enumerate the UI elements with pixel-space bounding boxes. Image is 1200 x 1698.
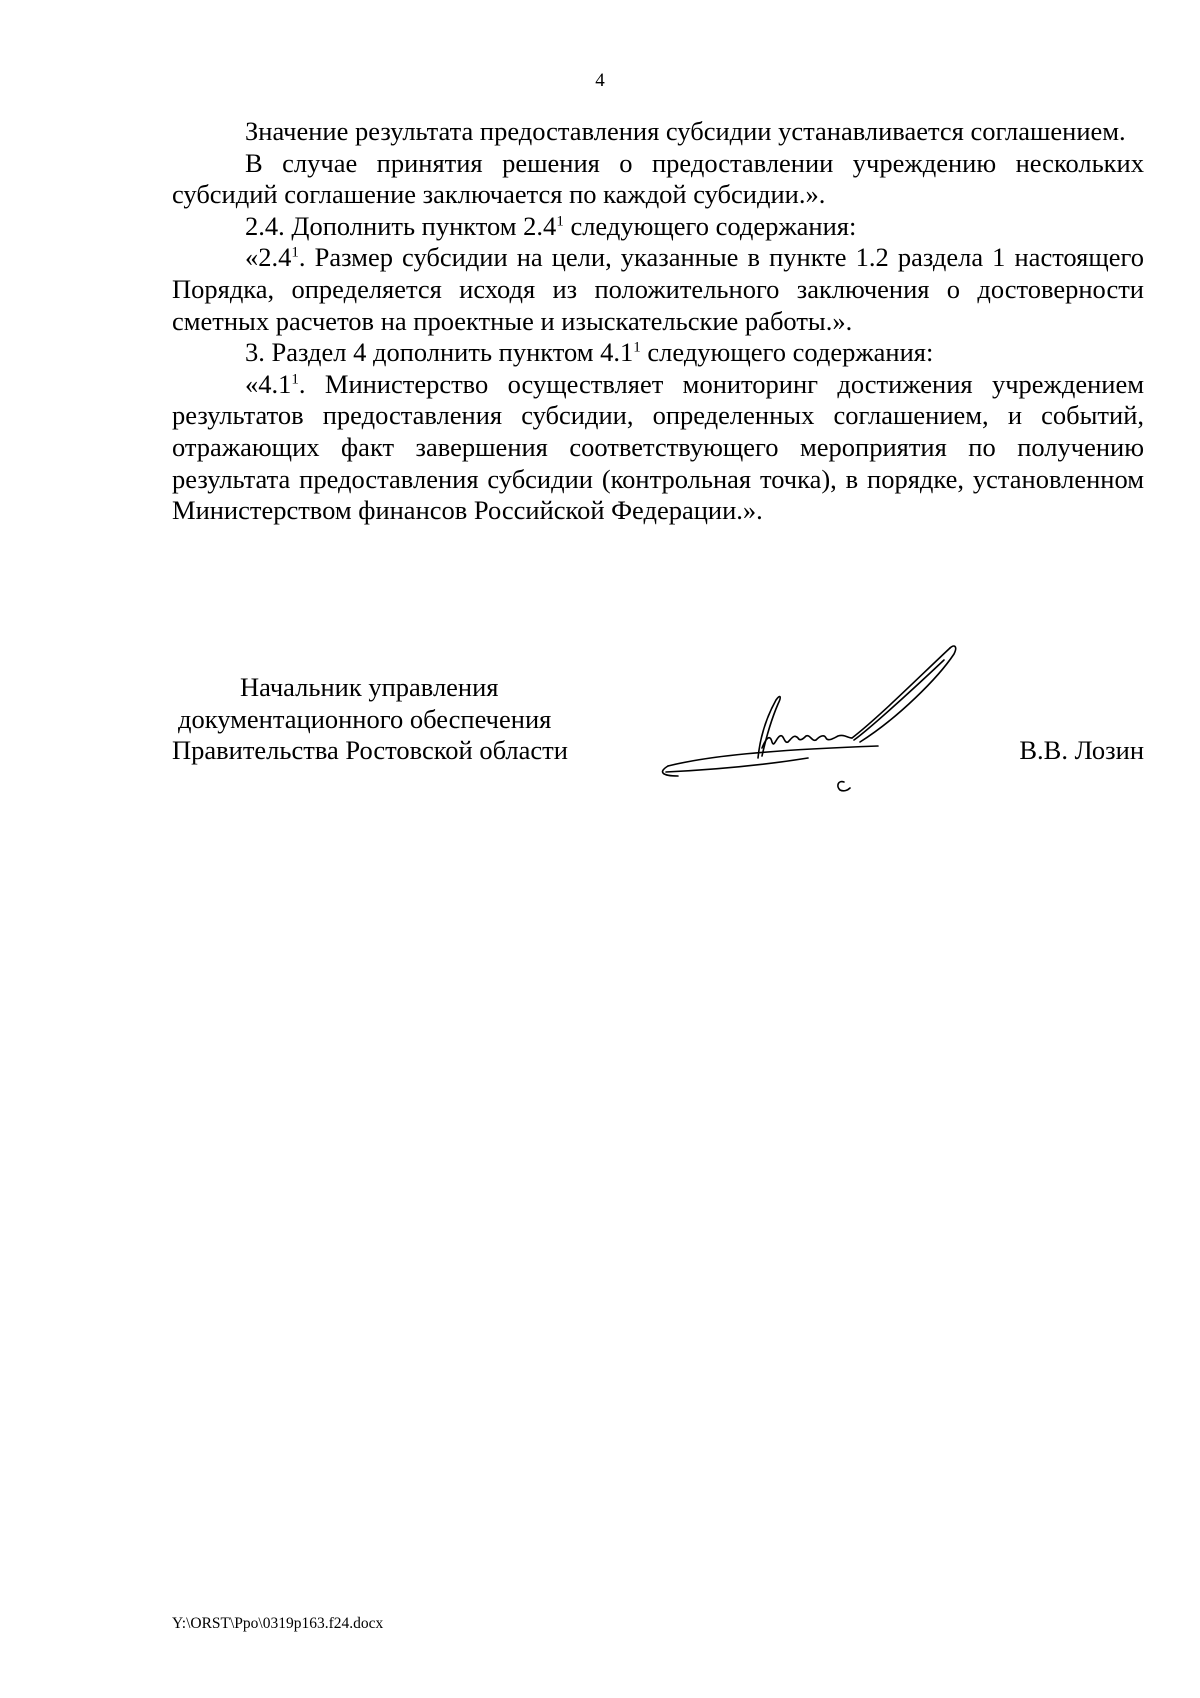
superscript: 1	[291, 371, 299, 387]
position-line: Начальник управления	[240, 672, 499, 702]
paragraph-text: В случае принятия решения о предоставлении учреждению нескольких субсидий соглашение заключается по каждой субсидии.».	[172, 147, 1144, 210]
paragraph-amendment-2-4	[172, 211, 1144, 243]
position-line: документационного обеспечения	[178, 703, 552, 734]
paragraph-text: следующего содержания:	[640, 337, 934, 368]
paragraph-multiple-subsidies	[172, 148, 1144, 211]
paragraph-amendment-section-4	[172, 337, 1144, 369]
superscript: 1	[291, 244, 299, 261]
paragraph-text: . Размер субсидии на цели, указанные в пункте 1.2 раздела 1 настоящего Порядка, определяется исходя из положительного заключения о достоверности сметных расчетов на проектные и изыскательские работы.».	[172, 242, 1144, 336]
paragraph-text: «4.1	[245, 368, 292, 399]
signatory-position	[172, 672, 612, 767]
position-line: Правительства Ростовской области	[172, 735, 568, 766]
paragraph-result-value	[172, 116, 1144, 148]
document-body	[172, 116, 1144, 527]
superscript: 1	[633, 339, 641, 356]
paragraph-clause-2-4-1	[172, 242, 1144, 337]
signatory-name: В.В. Лозин	[1019, 735, 1144, 765]
superscript: 1	[556, 213, 564, 230]
paragraph-text: следующего содержания:	[563, 210, 857, 241]
handwritten-signature	[648, 638, 988, 798]
paragraph-text: «2.4	[245, 242, 292, 273]
paragraph-text: . Министерство осуществляет мониторинг достижения учреждением результатов предоставления субсидии, определенных соглашением, и событий, отражающих факт завершения соответствующего мероприятия по получению результата предоставления субсидии (контрольная точка), в порядке, установленном Министерством финансов Российской Федерации.».	[172, 368, 1144, 526]
document-file-path: Y:\ORST\Ppo\0319p163.f24.docx	[172, 1615, 384, 1632]
paragraph-text: 3. Раздел 4 дополнить пунктом 4.1	[245, 337, 634, 368]
paragraph-text: Значение результата предоставления субсидии устанавливается соглашением.	[245, 116, 1126, 146]
paragraph-clause-4-1-1	[172, 369, 1144, 527]
paragraph-text: 2.4. Дополнить пунктом 2.4	[245, 210, 557, 241]
page-number: 4	[595, 70, 605, 91]
